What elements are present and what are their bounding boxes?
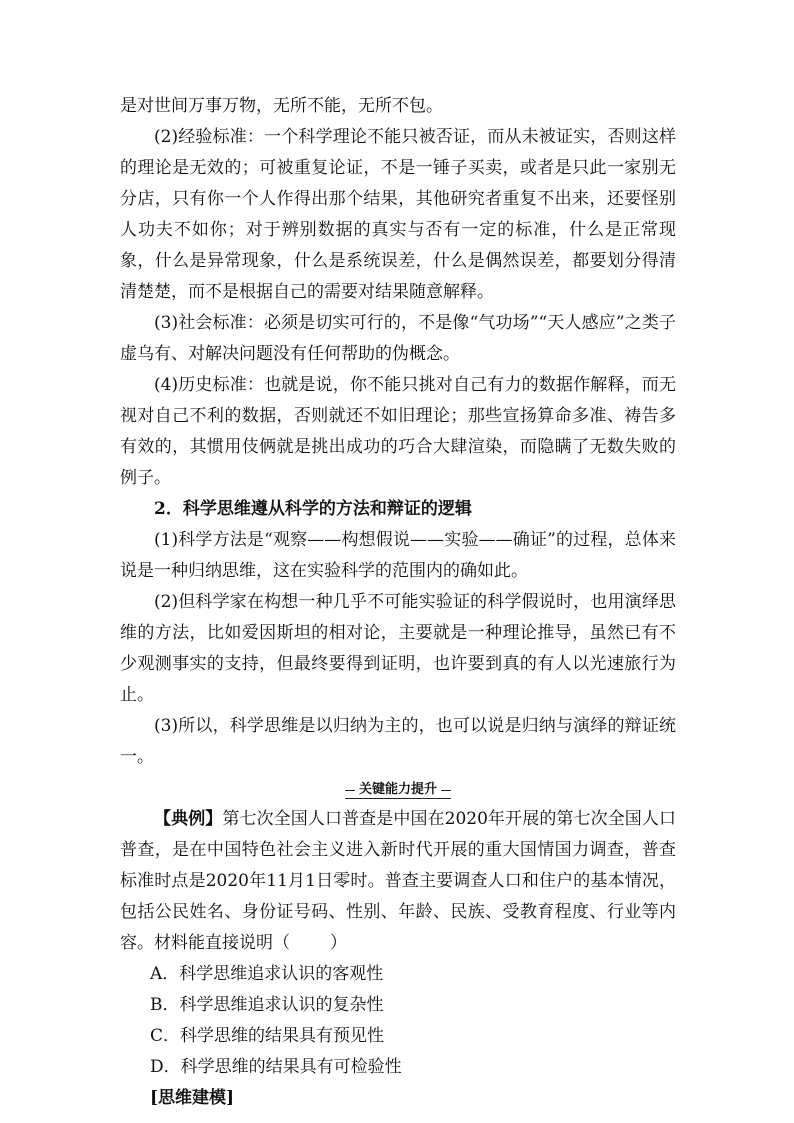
option-c: C．科学思维的结果具有预见性 [150, 1026, 385, 1046]
bracket-close: ） [330, 933, 347, 953]
question-text: 第七次全国人口普查是中国在2020年开展的第七次全国人口普查，是在中国特色社会主义进入新时代开展的重大国情国力调查，普查标准时点是2020年11月1日零时。普查主要调查人口和住户的基本情况，包括公民姓名、身份证号码、性别、年龄、民族、受教育程度、行业等内容。材料能直接说明（ [120, 809, 676, 953]
document-body [120, 91, 676, 1114]
paragraph-method-2: (2)但科学家在构想一种几乎不可能实验证的科学假说时，也用演绎思维的方法，比如爱因斯坦的相对论，主要就是一种理论推导，虽然已有不少观测事实的支持，但最终要得到证明，也许要到真的有人以光速旅行为止。 [120, 592, 676, 705]
option-b: B．科学思维追求认识的复杂性 [150, 995, 384, 1015]
paragraph-method-3: (3)所以，科学思维是以归纳为主的，也可以说是归纳与演绎的辩证统一。 [120, 716, 676, 767]
paragraph-continuation: 是对世间万事万物，无所不能，无所不包。 [120, 96, 443, 116]
paragraph-method-1: (1)科学方法是“观察——构想假说——实验——确证”的过程，总体来说是一种归纳思维，这在实验科学的范围内的确如此。 [120, 530, 676, 581]
question-label: 【典例】 [154, 809, 223, 829]
section-title: 关键能力提升 [345, 782, 451, 799]
heading-scientific-method: 2．科学思维遵从科学的方法和辩证的逻辑 [154, 499, 472, 519]
paragraph-empirical-standard: (2)经验标准：一个科学理论不能只被否证，而从未被证实，否则这样的理论是无效的；可被重复论证，不是一锤子买卖，或者是只此一家别无分店，只有你一个人作得出那个结果，其他研究者重复不出来，还要怪别人功夫不如你；对于辨别数据的真实与否有一定的标准，什么是正常现象，什么是异常现象，什么是系统误差，什么是偶然误差，都要划分得清清楚楚，而不是根据自己的需要对结果随意解释。 [120, 127, 676, 302]
paragraph-social-standard: (3)社会标准：必须是切实可行的，不是像“气功场”“天人感应”之类子虚乌有、对解决问题没有任何帮助的伪概念。 [120, 313, 676, 364]
option-a: A．科学思维追求认识的客观性 [150, 964, 384, 984]
option-d: D．科学思维的结果具有可检验性 [150, 1057, 402, 1077]
modeling-label: [思维建模] [150, 1088, 235, 1108]
question-stem [120, 804, 676, 959]
paragraph-historical-standard: (4)历史标准：也就是说，你不能只挑对自己有力的数据作解释，而无视对自己不利的数据，否则就还不如旧理论；那些宣扬算命多准、祷告多有效的，其惯用伎俩就是挑出成功的巧合大肆渲染，而隐瞒了无数失败的例子。 [120, 375, 676, 488]
section-header [120, 773, 676, 804]
